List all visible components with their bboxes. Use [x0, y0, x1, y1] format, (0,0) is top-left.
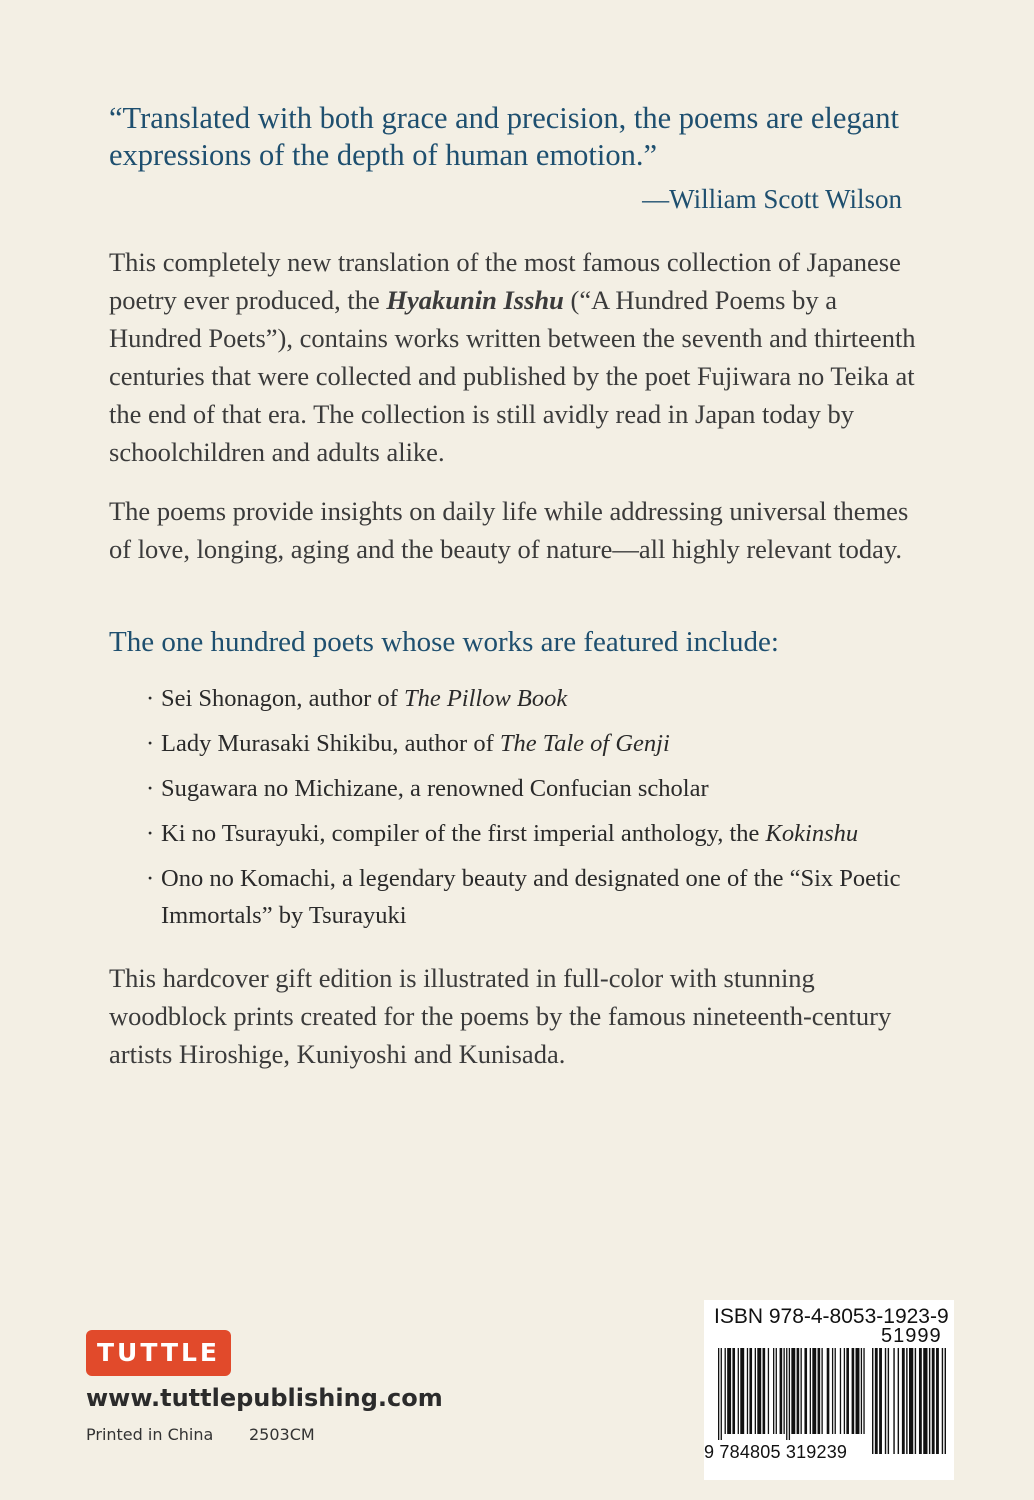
isbn-barcode — [704, 1300, 954, 1480]
barcode-bar — [835, 1348, 836, 1434]
barcode-bar — [810, 1348, 811, 1434]
publisher-website: www.tuttlepublishing.com — [86, 1384, 443, 1412]
barcode-bar — [789, 1348, 790, 1440]
barcode-bar — [776, 1348, 777, 1434]
price-code: 51999 — [881, 1325, 942, 1347]
bullet-dot: · — [146, 775, 155, 802]
barcode-bar — [844, 1348, 845, 1434]
barcode-bar — [898, 1348, 899, 1454]
barcode-bar — [915, 1348, 916, 1454]
barcode-bar — [757, 1348, 761, 1434]
review-quote: “Translated with both grace and precision, the poems are elegant expressions of the depth of human emotion.” — [109, 101, 899, 172]
barcode-bar — [740, 1348, 744, 1434]
bullet-dot: · — [146, 730, 155, 757]
barcode-bar — [872, 1348, 873, 1454]
barcode-bar — [725, 1348, 726, 1434]
barcode-bar — [718, 1348, 719, 1440]
barcode-bar — [818, 1348, 821, 1434]
barcode-bar — [786, 1348, 787, 1440]
barcode-bar — [804, 1348, 807, 1434]
printed-in: Printed in China — [86, 1425, 214, 1444]
barcode-bar — [832, 1348, 833, 1434]
poets-heading: The one hundred poets whose works are featured include: — [109, 626, 779, 658]
poet-description: Sei Shonagon, author of — [161, 685, 404, 712]
barcode-bar — [906, 1348, 907, 1454]
barcode-bar — [827, 1348, 830, 1434]
barcode-bar — [919, 1348, 922, 1454]
barcode-bar — [738, 1348, 739, 1434]
barcode-bar — [801, 1348, 802, 1434]
barcode-bar — [780, 1348, 783, 1434]
barcode-bar — [797, 1348, 800, 1434]
barcode-bar — [893, 1348, 894, 1454]
poet-description: Sugawara no Michizane, a renowned Confucian scholar — [161, 775, 709, 802]
barcode-bar — [888, 1348, 889, 1454]
list-item — [146, 725, 946, 762]
barcode-bar — [942, 1348, 943, 1454]
ean-barcode-bars — [718, 1348, 866, 1440]
work-title: Kokinshu — [765, 820, 859, 847]
barcode-bar — [768, 1348, 769, 1434]
barcode-bar — [879, 1348, 882, 1454]
poets-list — [146, 680, 946, 942]
poet-description: Lady Murasaki Shikibu, author of — [161, 730, 500, 757]
barcode-bar — [929, 1348, 930, 1454]
poet-description: Ono no Komachi, a legendary beauty and designated one of the “Six Poetic Immortals” by Tsurayuki — [161, 865, 901, 929]
barcode-bar — [923, 1348, 927, 1454]
paragraph-1-lead: This completely new translation of the most famous collection of Japanese poetry ever produced, the — [109, 247, 901, 315]
description-paragraph-2: The poems provide insights on daily life while addressing universal themes of love, longing, aging and the beauty of nature—all highly relevant today. — [109, 496, 909, 564]
ean-digits: 9 784805 319239 — [704, 1442, 848, 1462]
barcode-bar — [861, 1348, 862, 1434]
list-item — [146, 815, 946, 852]
quote-attribution: —William Scott Wilson — [642, 184, 902, 214]
barcode-bar — [749, 1348, 752, 1434]
book-title-hyakunin-isshu: Hyakunin Isshu — [386, 285, 564, 315]
work-title: The Tale of Genji — [499, 730, 670, 757]
barcode-bar — [791, 1348, 795, 1434]
barcode-bar — [755, 1348, 756, 1434]
description-paragraph-1 — [109, 243, 929, 471]
barcode-bar — [812, 1348, 816, 1434]
barcode-bar — [747, 1348, 748, 1434]
print-code: 2503CM — [249, 1425, 315, 1444]
barcode-bar — [852, 1348, 855, 1434]
poet-description: Ki no Tsurayuki, compiler of the first imperial anthology, the — [161, 820, 766, 847]
bullet-dot: · — [146, 685, 155, 712]
barcode-bar — [885, 1348, 886, 1454]
list-item — [146, 770, 946, 807]
barcode-bar — [909, 1348, 913, 1454]
barcode-bar — [846, 1348, 849, 1434]
list-item — [146, 860, 946, 934]
isbn-number: ISBN 978-4-8053-1923-9 — [714, 1305, 949, 1328]
barcode-bar — [721, 1348, 722, 1440]
barcode-bar — [902, 1348, 905, 1454]
barcode-bar — [783, 1348, 784, 1434]
list-item — [146, 680, 946, 717]
addon-barcode-bars — [872, 1348, 946, 1454]
barcode-bar — [863, 1348, 864, 1434]
barcode-bar — [840, 1348, 841, 1434]
work-title: The Pillow Book — [403, 685, 568, 712]
description-paragraph-3: This hardcover gift edition is illustrated in full-color with stunning woodblock prints created for the poems by the famous nineteenth-century artists Hiroshige, Kuniyoshi and Kunisada. — [109, 963, 892, 1069]
barcode-bar — [732, 1348, 735, 1434]
barcode-bar — [727, 1348, 731, 1434]
bullet-dot: · — [146, 865, 155, 892]
paragraph-1-rest: (“A Hundred Poems by a Hundred Poets”), contains works written between the seventh and thirteenth centuries that were collected and published by the poet Fujiwara no Teika at the end of that era. The collection is still avidly read in Japan today by schoolchildren and adults alike. — [109, 285, 916, 467]
barcode-bar — [875, 1348, 878, 1454]
barcode-bar — [856, 1348, 860, 1434]
barcode-bar — [763, 1348, 766, 1434]
publisher-logo: TUTTLE — [86, 1330, 231, 1376]
bullet-dot: · — [146, 820, 155, 847]
barcode-bar — [821, 1348, 822, 1434]
barcode-bar — [936, 1348, 939, 1454]
barcode-bar — [773, 1348, 774, 1434]
barcode-bar — [932, 1348, 935, 1454]
barcode-bar — [945, 1348, 946, 1454]
